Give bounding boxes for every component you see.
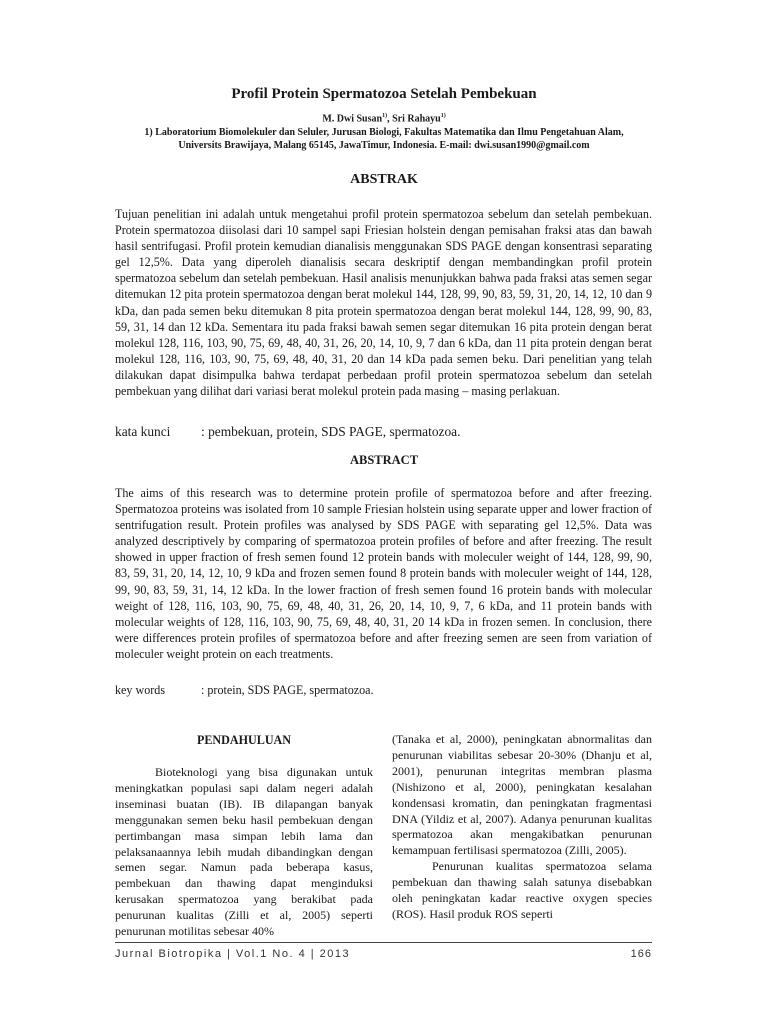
key-words-value: : protein, SDS PAGE, spermatozoa.	[201, 683, 374, 697]
footer-divider	[115, 942, 652, 943]
author-line	[0, 113, 768, 124]
journal-footer: Jurnal Biotropika | Vol.1 No. 4 | 2013	[115, 948, 351, 960]
author-1-affiliation-mark: 1)	[382, 113, 388, 119]
right-column-paragraph-2: Penurunan kualitas spermatozoa selama pembekuan dan thawing salah satunya disebabkan oleh peningkatan kadar reactive oxygen species (ROS). Hasil produk ROS seperti	[392, 859, 652, 921]
abstract-body: The aims of this research was to determine protein profile of spermatozoa before and after freezing. Spermatozoa proteins was isolated from 10 sample Friesian holstein using separate upper and lower fraction of sentrifugation result. Protein profiles was analysed by SDS PAGE with separating gel 12,5%. Data was analyzed descriptively by comparing of spermatozoa protein profiles of before and after freezing. The result showed in upper fraction of fresh semen found 12 protein bands with moleculer weight of 144, 128, 99, 90, 83, 59, 31, 20, 14, 12, 10, 9 kDa and frozen semen found 8 protein bands with moleculer weight of 144, 128, 99, 90, 83, 59, 31, 14, 12 kDa. In the lower fraction of fresh semen found 16 protein bands with molecular weight of 128, 116, 103, 90, 75, 69, 48, 40, 31, 26, 20, 14, 10, 9, 7, 6 kDa, and 11 protein bands with molecular weights of 128, 116, 103, 90, 75, 69, 48, 40, 31, 20 14 kDa in frozen semen. In conclusion, there were differences protein profiles of spermatozoa before and after freezing semen are seen from variation of moleculer weight protein on each treatments.	[115, 486, 653, 661]
pendahuluan-heading: PENDAHULUAN	[196, 733, 292, 747]
paper-title: Profil Protein Spermatozoa Setelah Pembekuan	[231, 86, 537, 102]
kata-kunci-value: : pembekuan, protein, SDS PAGE, spermatozoa.	[201, 424, 461, 439]
right-column	[392, 732, 652, 923]
left-column-paragraph: Bioteknologi yang bisa digunakan untuk meningkatkan populasi sapi dalam negeri adalah inseminasi buatan (IB). IB dilapangan banyak menggunakan semen beku hasil pembekuan dengan pertimbangan masa simpan lebih lama dan pelaksanaannya lebih mudah dibandingkan dengan semen segar. Namun pada beberapa kasus, pembekuan dan thawing dapat menginduksi kerusakan spermatozoa yang berakibat pada penurunan kualitas (Zilli et al, 2005) seperti penurunan motilitas sebesar 40%	[115, 765, 373, 939]
author-2: Sri Rahayu	[392, 113, 441, 125]
right-column-paragraph-1: (Tanaka et al, 2000), peningkatan abnormalitas dan penurunan viabilitas sebesar 20-30% (Dhanju et al, 2001), penurunan integritas membran plasma (Nishizono et al, 2000), peningkatan kesalahan kondensasi kromatin, dan peningkatan fragmentasi DNA (Yildiz et al, 2007). Adanya penurunan kualitas spermatozoa akan mengakibatkan penurunan kemampuan fertilisasi spermatozoa (Zilli, 2005).	[392, 732, 652, 858]
abstract-heading: ABSTRACT	[349, 453, 419, 467]
key-words-label: key words	[115, 683, 166, 697]
author-2-affiliation-mark: 1)	[440, 113, 446, 119]
abstrak-body: Tujuan penelitian ini adalah untuk mengetahui profil protein spermatozoa sebelum dan setelah pembekuan. Protein spermatozoa diisolasi dari 10 sampel sapi Friesian holstein dengan pemisahan fraksi atas dan bawah hasil sentrifugasi. Profil protein kemudian dianalisis menggunakan SDS PAGE dengan konsentrasi separating gel 12,5%. Data yang diperoleh dianalisis secara deskriptif dengan membandingkan profil protein spermatozoa sebelum dan setelah pembekuan. Hasil analisis menunjukkan bahwa pada fraksi atas semen segar ditemukan 12 pita protein spermatozoa dengan berat molekul 144, 128, 99, 90, 83, 59, 31, 20, 14, 12, 10 dan 9 kDa, dan pada semen beku ditemukan 8 pita protein spermatozoa dengan berat molekul 144, 128, 99, 90, 83, 59, 31, 14 dan 12 kDa. Sementara itu pada fraksi bawah semen segar ditemukan 16 pita protein dengan berat molekul 128, 116, 103, 90, 75, 69, 48, 40, 31, 26, 20, 14, 10, 9, 7 dan 6 kDa, dan 11 pita protein dengan berat molekul 128, 116, 103, 90, 75, 69, 48, 40, 31, 20 dan 14 kDa pada semen beku. Dari penelitian yang telah dilakukan dapat disimpulka bahwa terdapat perbedaan profil protein spermatozoa sebelum dan setelah pembekuan yang dilihat dari variasi berat molekul protein pada masing – masing perlakuan.	[115, 207, 652, 399]
abstrak-heading: ABSTRAK	[350, 172, 418, 187]
page-number: 166	[630, 948, 652, 960]
kata-kunci-label: kata kunci	[115, 424, 171, 439]
author-separator: ,	[387, 113, 393, 125]
affiliation-line-1: 1) Laboratorium Biomolekuler dan Seluler, Jurusan Biologi, Fakultas Matematika dan Ilmu Pengetahuan Alam,	[144, 127, 624, 138]
affiliation-line-2: Universits Brawijaya, Malang 65145, JawaTimur, Indonesia. E-mail: dwi.susan1990@gmail.com	[178, 140, 590, 151]
author-1: M. Dwi Susan	[322, 113, 383, 125]
